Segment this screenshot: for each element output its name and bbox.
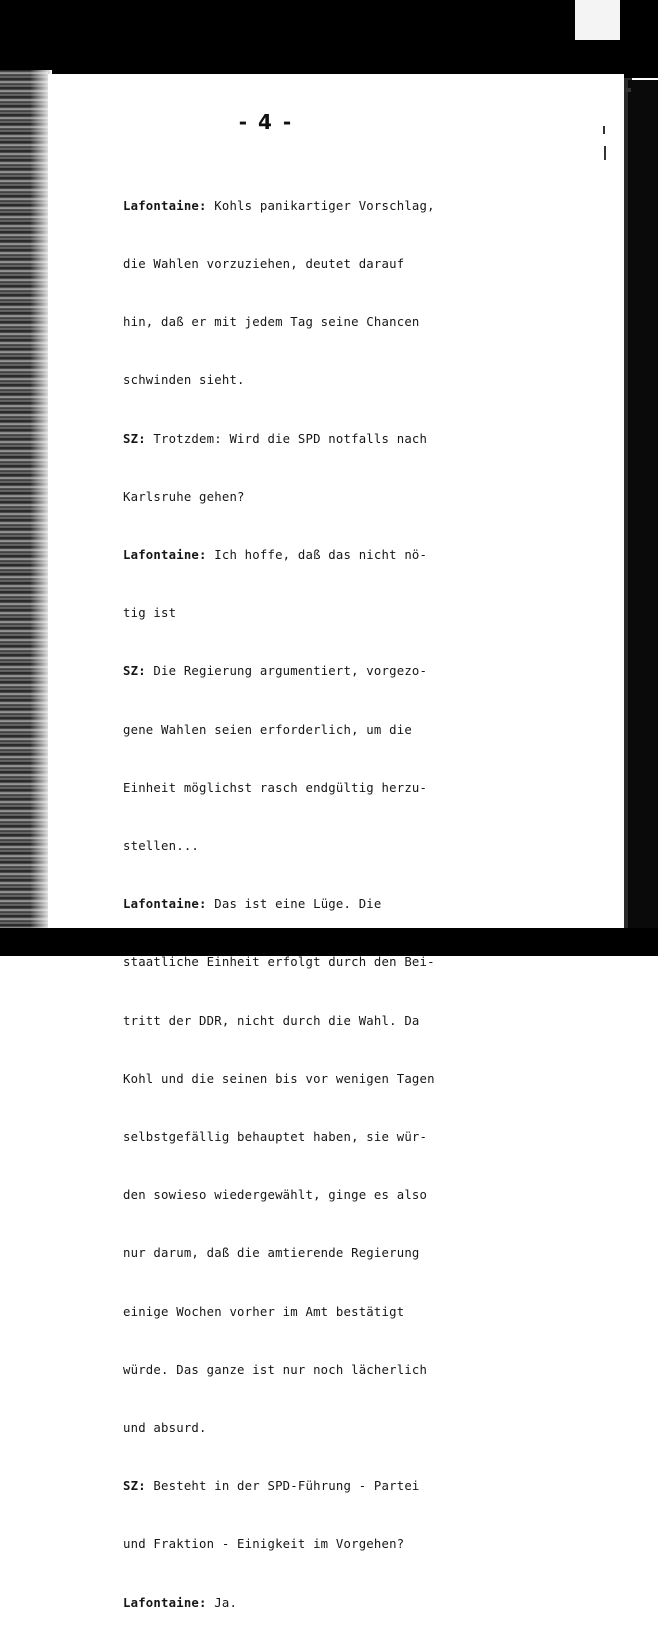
text-line — [123, 313, 433, 332]
text-line — [123, 721, 433, 740]
line-text: tritt der DDR, nicht durch die Wahl. Da — [123, 1013, 420, 1028]
text-line — [123, 1361, 433, 1380]
text-line — [123, 546, 433, 565]
text-line — [123, 1012, 433, 1031]
speaker-label: Lafontaine: — [123, 897, 207, 912]
line-text: Die Regierung argumentiert, vorgezo- — [145, 664, 428, 679]
text-line — [123, 662, 433, 681]
line-text: und Fraktion - Einigkeit im Vorgehen? — [123, 1537, 405, 1552]
text-line — [123, 197, 433, 216]
line-text: Karlsruhe gehen? — [123, 489, 245, 504]
scan-border-notch — [575, 0, 620, 40]
line-text: stellen... — [123, 839, 200, 854]
text-line — [123, 837, 433, 856]
line-text: nur darum, daß die amtierende Regierung — [123, 1246, 420, 1261]
line-text: selbstgefällig behauptet haben, sie wür- — [123, 1130, 428, 1145]
scan-border-top — [0, 0, 658, 78]
line-text: Kohl und die seinen bis vor wenigen Tagen — [123, 1071, 435, 1086]
speaker-label: Lafontaine: — [123, 1595, 207, 1610]
scan-border-right — [628, 80, 658, 930]
speaker-label: SZ: — [123, 664, 146, 679]
line-text: Ich hoffe, daß das nicht nö- — [206, 548, 428, 563]
line-text: und absurd. — [123, 1421, 207, 1436]
line-text: einige Wochen vorher im Amt bestätigt — [123, 1304, 405, 1319]
line-text: den sowieso wiedergewählt, ginge es also — [123, 1188, 428, 1203]
line-text: Kohls panikartiger Vorschlag, — [206, 198, 435, 213]
text-line — [123, 1477, 433, 1496]
text-line — [123, 1186, 433, 1205]
text-line — [123, 1594, 433, 1613]
text-line — [123, 1419, 433, 1438]
page-number: - 4 - — [238, 110, 294, 134]
text-line — [123, 1070, 433, 1089]
line-text: würde. Das ganze ist nur noch lächerlich — [123, 1362, 428, 1377]
scan-speck — [603, 126, 605, 134]
text-line — [123, 1128, 433, 1147]
text-line — [123, 1535, 433, 1554]
line-text: tig ist — [123, 606, 177, 621]
speaker-label: Lafontaine: — [123, 198, 207, 213]
text-line — [123, 1303, 433, 1322]
speaker-label: Lafontaine: — [123, 548, 207, 563]
text-line — [123, 371, 433, 390]
line-text: Ja. — [206, 1595, 238, 1610]
speaker-label: SZ: — [123, 431, 146, 446]
line-text: gene Wahlen seien erforderlich, um die — [123, 722, 412, 737]
text-line — [123, 895, 433, 914]
text-line — [123, 604, 433, 623]
scan-speck — [604, 146, 606, 160]
text-line — [123, 953, 433, 972]
scan-speck — [626, 88, 631, 92]
line-text: hin, daß er mit jedem Tag seine Chancen — [123, 315, 420, 330]
text-line — [123, 488, 433, 507]
line-text: Einheit möglichst rasch endgültig herzu- — [123, 780, 428, 795]
text-line — [123, 430, 433, 449]
text-line — [123, 1244, 433, 1263]
text-line — [123, 779, 433, 798]
speaker-label: SZ: — [123, 1479, 146, 1494]
line-text: Trotzdem: Wird die SPD notfalls nach — [145, 431, 428, 446]
text-line — [123, 255, 433, 274]
line-text: schwinden sieht. — [123, 373, 245, 388]
line-text: die Wahlen vorzuziehen, deutet darauf — [123, 257, 405, 272]
line-text: Das ist eine Lüge. Die — [206, 897, 382, 912]
line-text: staatliche Einheit erfolgt durch den Bei- — [123, 955, 435, 970]
line-text: Besteht in der SPD-Führung - Partei — [145, 1479, 420, 1494]
interview-text — [123, 158, 433, 1632]
